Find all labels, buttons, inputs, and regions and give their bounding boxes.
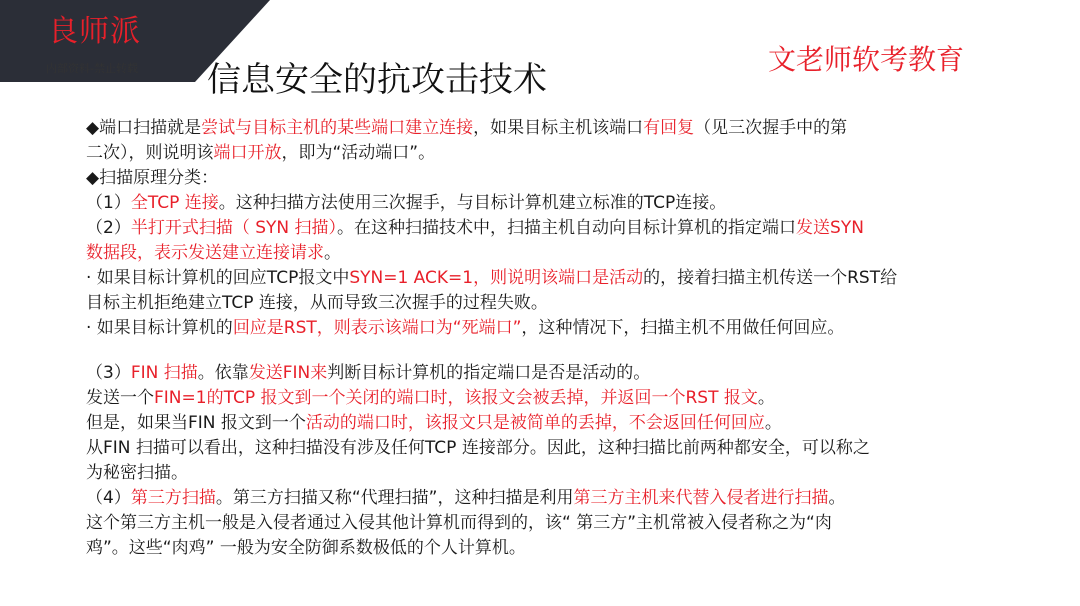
text-line (86, 166, 1006, 191)
text-line (86, 361, 1006, 386)
highlight-text: 有回复 (643, 118, 695, 138)
body-text: 。依靠 (197, 363, 249, 383)
body-text: 。这种扫描方法使用三次握手，与目标计算机建立标准的TCP连接。 (218, 193, 727, 213)
highlight-text: 发送SYN (796, 218, 864, 238)
highlight-text: FIN=1的TCP 报文到一个关闭的端口时，该报文会被丢掉，并返回一个RST 报文 (154, 388, 758, 408)
body-text: 。 (764, 413, 782, 433)
text-line (86, 536, 1006, 561)
text-line (86, 386, 1006, 411)
body-text: 。 (757, 388, 775, 408)
highlight-text: 第三方主机来代替入侵者进行扫描 (573, 488, 829, 508)
body-text: 判断目标计算机的指定端口是否是活动的。 (327, 363, 651, 383)
body-text: 。第三方扫描又称“代理扫描”，这种扫描是利用 (215, 488, 574, 508)
highlight-text: 第三方扫描 (130, 488, 216, 508)
body-text: 但是，如果当FIN 报文到一个 (86, 413, 306, 433)
body-text: 。 (828, 488, 846, 508)
body-text: 目标主机拒绝建立TCP 连接，从而导致三次握手的过程失败。 (86, 293, 548, 313)
highlight-text: 全TCP 连接 (130, 193, 219, 213)
body-text: （4） (86, 488, 131, 508)
page-title: 信息安全的抗攻击技术 (207, 60, 547, 100)
body-text: 。在这种扫描技术中，扫描主机自动向目标计算机的指定端口 (337, 218, 797, 238)
highlight-text: 发送FIN来 (248, 363, 328, 383)
blank-line (86, 341, 1006, 361)
body-text: 这个第三方主机一般是入侵者通过入侵其他计算机而得到的，该“ 第三方”主机常被入侵者称之为“肉 (86, 513, 832, 533)
body-text: 为秘密扫描。 (86, 463, 188, 483)
text-line (86, 141, 1006, 166)
text-line (86, 266, 1006, 291)
text-line (86, 116, 1006, 141)
highlight-text: 半打开式扫描（ SYN 扫描） (130, 218, 338, 238)
body-text: 发送一个 (86, 388, 154, 408)
watermark: 内部资料-禁止转载 (46, 62, 138, 75)
text-line (86, 291, 1006, 316)
text-line (86, 436, 1006, 461)
brand-name: 文老师软考教育 (768, 43, 965, 76)
body-text: （2） (86, 218, 131, 238)
text-line (86, 411, 1006, 436)
text-line (86, 216, 1006, 241)
highlight-text: FIN 扫描 (130, 363, 198, 383)
highlight-text: 尝试与目标主机的某些端口建立连接 (201, 118, 474, 138)
body-text: （1） (86, 193, 131, 213)
body-text: 从FIN 扫描可以看出，这种扫描没有涉及任何TCP 连接部分。因此，这种扫描比前两种都安全，可以称之 (86, 438, 870, 458)
body-text: （3） (86, 363, 131, 383)
text-line (86, 511, 1006, 536)
text-line (86, 486, 1006, 511)
body-text: ◆端口扫描就是 (86, 118, 202, 138)
body-text: · 如果目标计算机的 (86, 318, 233, 338)
body-text: 。 (324, 243, 341, 263)
body-text: ，如果目标主机该端口 (473, 118, 644, 138)
body-text: （见三次握手中的第 (694, 118, 848, 138)
text-line (86, 316, 1006, 341)
body-text: 的，接着扫描主机传送一个RST给 (643, 268, 898, 288)
highlight-text: 数据段，表示发送建立连接请求 (86, 243, 324, 263)
body-text: ◆扫描原理分类： (86, 168, 219, 188)
body-text: · 如果目标计算机的回应TCP报文中 (86, 268, 350, 288)
body-text: ，这种情况下，扫描主机不用做任何回应。 (521, 318, 845, 338)
highlight-text: SYN=1 ACK=1，则说明该端口是活动 (349, 268, 644, 288)
text-line (86, 241, 1006, 266)
highlight-text: 端口开放 (213, 143, 282, 163)
logo: 良师派 (48, 14, 141, 49)
text-line (86, 191, 1006, 216)
body-text: ，即为“活动端口”。 (281, 143, 436, 163)
slide-body (86, 116, 1006, 561)
highlight-text: 回应是RST，则表示该端口为“死端口” (232, 318, 522, 338)
text-line (86, 461, 1006, 486)
highlight-text: 活动的端口时，该报文只是被简单的丢掉，不会返回任何回应 (305, 413, 765, 433)
body-text: 鸡”。这些“肉鸡” 一般为安全防御系数极低的个人计算机。 (86, 538, 526, 558)
body-text: 二次），则说明该 (86, 143, 214, 163)
